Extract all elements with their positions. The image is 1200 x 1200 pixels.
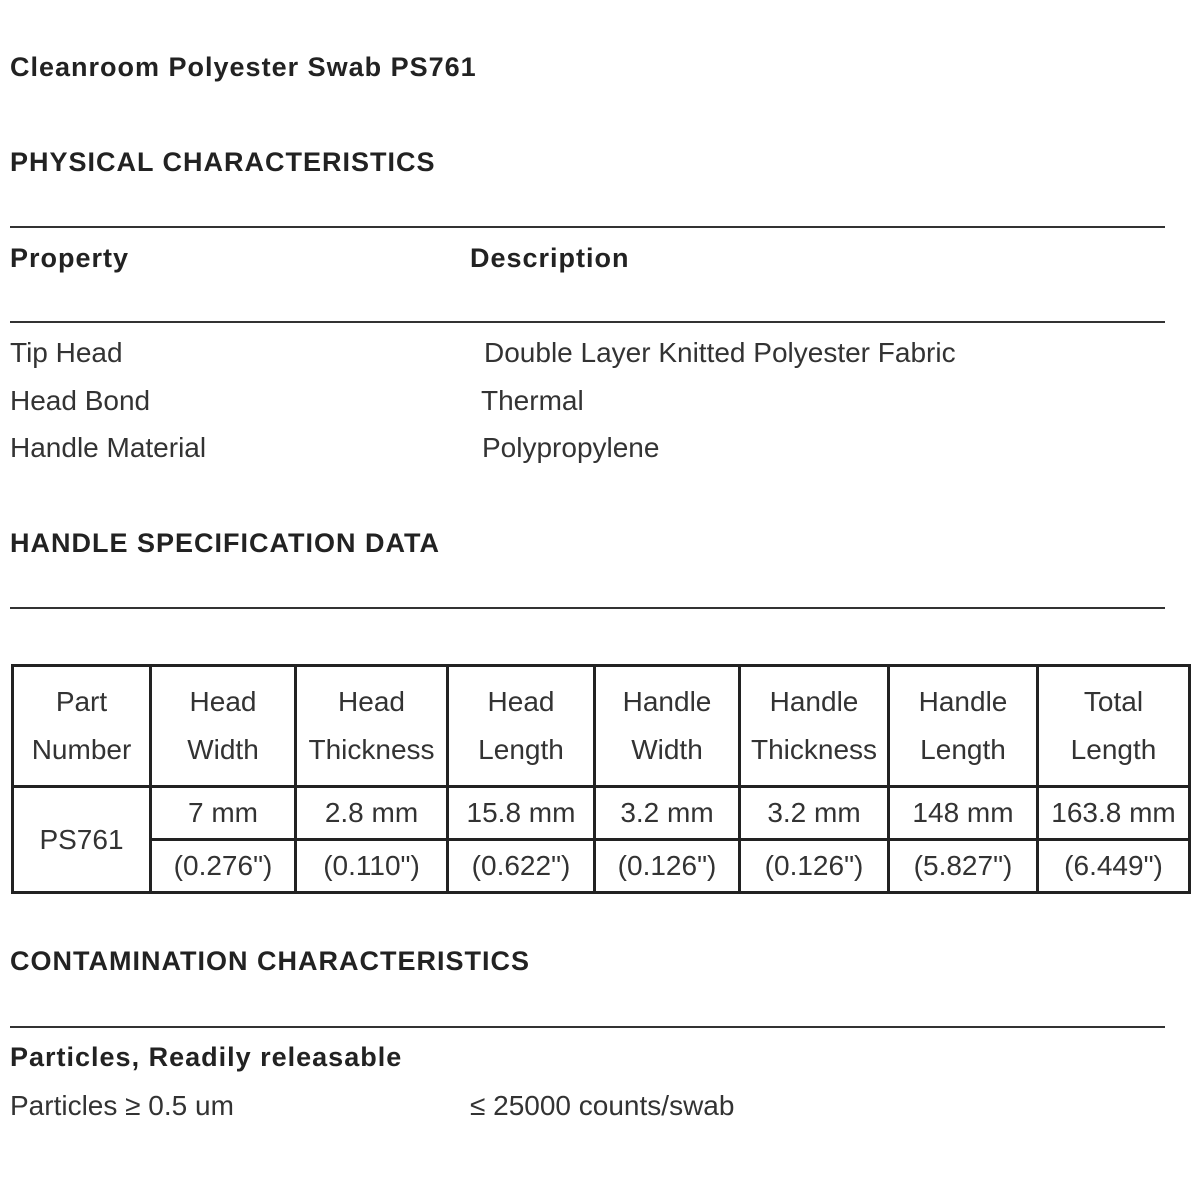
header-cell: Total Length (1038, 666, 1190, 787)
handle-spec-table (11, 664, 1191, 894)
divider (10, 226, 1165, 228)
metric-cell: 7 mm (151, 787, 296, 840)
property-value: Polypropylene (482, 432, 660, 463)
part-number-cell: PS761 (13, 787, 151, 893)
header-cell: Handle Length (889, 666, 1038, 787)
header-cell: Head Length (448, 666, 595, 787)
property-value: Double Layer Knitted Polyester Fabric (484, 337, 956, 368)
contamination-label: Particles ≥ 0.5 um (10, 1090, 234, 1121)
handle-spec-heading: HANDLE SPECIFICATION DATA (10, 528, 440, 558)
document-title: Cleanroom Polyester Swab PS761 (10, 52, 477, 82)
table-row (13, 840, 1190, 893)
divider (10, 321, 1165, 323)
property-value: Thermal (481, 385, 584, 416)
property-label: Tip Head (10, 337, 123, 368)
header-cell: Handle Width (595, 666, 740, 787)
imperial-cell: (0.110") (296, 840, 448, 893)
header-cell: Head Width (151, 666, 296, 787)
metric-cell: 15.8 mm (448, 787, 595, 840)
imperial-cell: (6.449") (1038, 840, 1190, 893)
imperial-cell: (0.126") (740, 840, 889, 893)
description-column-header: Description (470, 243, 630, 273)
header-cell: Head Thickness (296, 666, 448, 787)
divider (10, 1026, 1165, 1028)
metric-cell: 148 mm (889, 787, 1038, 840)
header-cell: Part Number (13, 666, 151, 787)
property-column-header: Property (10, 243, 130, 273)
divider (10, 607, 1165, 609)
metric-cell: 3.2 mm (595, 787, 740, 840)
metric-cell: 2.8 mm (296, 787, 448, 840)
header-cell: Handle Thickness (740, 666, 889, 787)
imperial-cell: (0.622") (448, 840, 595, 893)
physical-heading: PHYSICAL CHARACTERISTICS (10, 147, 436, 177)
contamination-value: ≤ 25000 counts/swab (470, 1090, 735, 1121)
metric-cell: 163.8 mm (1038, 787, 1190, 840)
metric-cell: 3.2 mm (740, 787, 889, 840)
property-label: Handle Material (10, 432, 207, 463)
table-header-row (13, 666, 1190, 787)
imperial-cell: (0.126") (595, 840, 740, 893)
imperial-cell: (0.276") (151, 840, 296, 893)
table-row (13, 787, 1190, 840)
contamination-subheading: Particles, Readily releasable (10, 1042, 403, 1072)
imperial-cell: (5.827") (889, 840, 1038, 893)
contamination-heading: CONTAMINATION CHARACTERISTICS (10, 946, 530, 976)
property-label: Head Bond (10, 385, 151, 416)
